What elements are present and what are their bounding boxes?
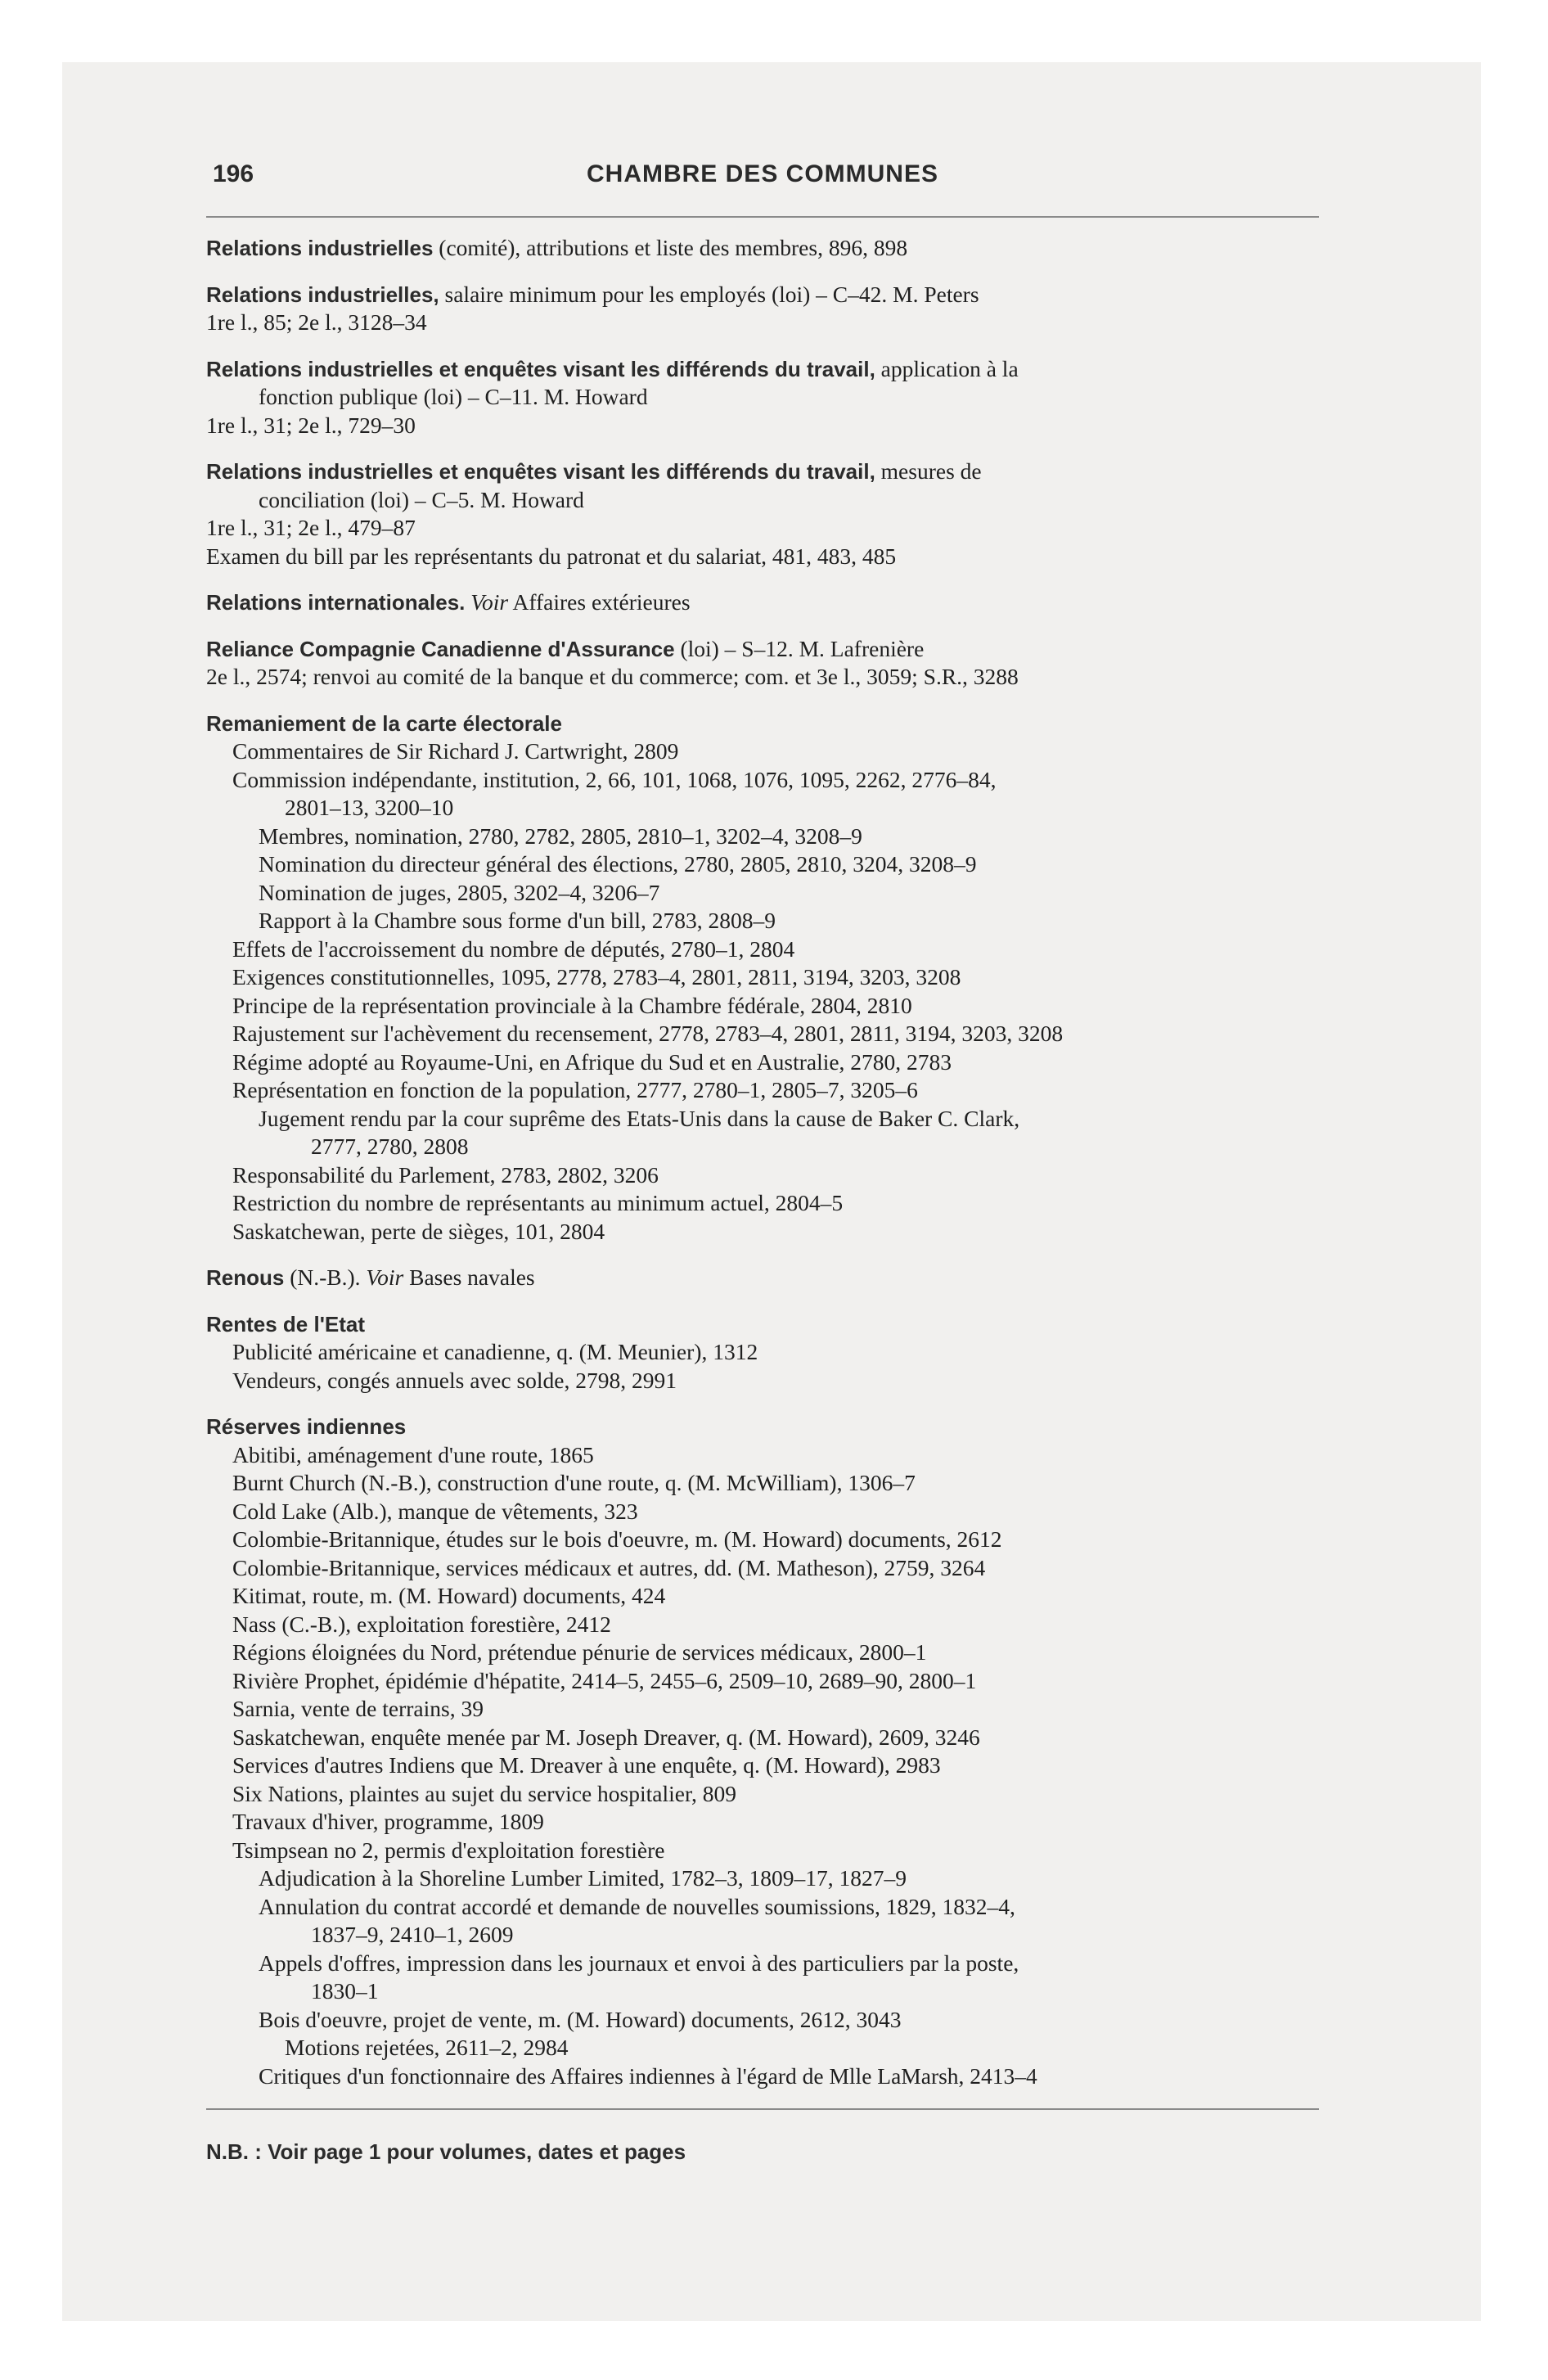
subentry-text: 2777, 2780, 2808 xyxy=(311,1134,469,1159)
entry-heading: Remaniement de la carte électorale xyxy=(206,710,562,736)
subentry-text: Régime adopté au Royaume-Uni, en Afrique du Sud et en Australie, 2780, 2783 xyxy=(232,1048,952,1075)
index-line xyxy=(206,823,1319,851)
subentry-text: Bois d'oeuvre, projet de vente, m. (M. Howard) documents, 2612, 3043 xyxy=(259,2006,902,2032)
index-line xyxy=(206,1921,1319,1950)
index-line xyxy=(206,1413,1319,1441)
footer-rule xyxy=(206,2108,1319,2110)
subentry-text: Saskatchewan, perte de sièges, 101, 2804 xyxy=(232,1218,605,1244)
index-line xyxy=(206,907,1319,935)
subentry-text: Nomination du directeur général des élections, 2780, 2805, 2810, 3204, 3208–9 xyxy=(259,851,977,877)
entry-text: application à la xyxy=(875,355,1019,381)
index-line xyxy=(206,1837,1319,1865)
subentry-text: 1re l., 85; 2e l., 3128–34 xyxy=(206,309,427,335)
entry-heading: Relations industrielles et enquêtes visant les différends du travail, xyxy=(206,459,875,484)
index-line xyxy=(206,486,1319,515)
subentry-text: 1re l., 31; 2e l., 479–87 xyxy=(206,515,416,540)
entry-heading: Reliance Compagnie Canadienne d'Assurance xyxy=(206,636,675,661)
subentry-text: Examen du bill par les représentants du patronat et du salariat, 481, 483, 485 xyxy=(206,543,897,569)
index-line xyxy=(206,1367,1319,1395)
subentry-text: 1re l., 31; 2e l., 729–30 xyxy=(206,412,416,438)
header-rule xyxy=(206,216,1319,218)
entry-text: mesures de xyxy=(875,458,982,484)
subentry-text: Commission indépendante, institution, 2, 66, 101, 1068, 1076, 1095, 2262, 2776–84, xyxy=(232,766,997,792)
subentry-text: 2801–13, 3200–10 xyxy=(285,795,454,820)
subentry-text: Rajustement sur l'achèvement du recensement, 2778, 2783–4, 2801, 2811, 3194, 3203, 3208 xyxy=(232,1021,1064,1046)
footer-note: N.B. : Voir page 1 pour volumes, dates et pages xyxy=(206,2139,686,2164)
entry-heading: Rentes de l'Etat xyxy=(206,1311,366,1336)
index-line xyxy=(206,1310,1319,1339)
subentry-text: Adjudication à la Shoreline Lumber Limited, 1782–3, 1809–17, 1827–9 xyxy=(259,1865,907,1891)
subentry-text: Rivière Prophet, épidémie d'hépatite, 2414–5, 2455–6, 2509–10, 2689–90, 2800–1 xyxy=(232,1667,977,1693)
index-line xyxy=(206,850,1319,879)
subentry-text: Critiques d'un fonctionnaire des Affaires indiennes à l'égard de Mlle LaMarsh, 2413–4 xyxy=(259,2062,1037,2089)
index-line xyxy=(206,514,1319,543)
subentry-text: Principe de la représentation provinciale à la Chambre fédérale, 2804, 2810 xyxy=(232,992,912,1018)
index-line xyxy=(206,992,1319,1021)
index-entry xyxy=(206,1413,1319,2090)
index-line xyxy=(206,1864,1319,1893)
subentry-text: Nomination de juges, 2805, 3202–4, 3206–7 xyxy=(259,879,660,905)
subentry-text: Kitimat, route, m. (M. Howard) documents, 424 xyxy=(232,1583,666,1608)
index-line xyxy=(206,794,1319,823)
entry-heading: Réserves indiennes xyxy=(206,1414,407,1439)
index-line xyxy=(206,1808,1319,1837)
index-line xyxy=(206,309,1319,337)
entry-qualifier: (N.-B.). xyxy=(284,1264,367,1290)
index-line xyxy=(206,1695,1319,1724)
index-line xyxy=(206,1048,1319,1077)
index-line xyxy=(206,1264,1319,1292)
subentry-text: Jugement rendu par la cour suprême des Etats-Unis dans la cause de Baker C. Clark, xyxy=(259,1105,1020,1131)
subentry-text: fonction publique (loi) – C–11. M. Howard xyxy=(259,384,648,409)
subentry-text: Motions rejetées, 2611–2, 2984 xyxy=(285,2035,569,2060)
subentry-text: Cold Lake (Alb.), manque de vêtements, 323 xyxy=(232,1498,638,1524)
index-line xyxy=(206,1105,1319,1134)
index-line xyxy=(206,383,1319,412)
index-line xyxy=(206,1189,1319,1218)
index-entry xyxy=(206,281,1319,337)
subentry-text: Exigences constitutionnelles, 1095, 2778, 2783–4, 2801, 2811, 3194, 3203, 3208 xyxy=(232,964,961,989)
index-line xyxy=(206,1498,1319,1526)
index-line xyxy=(206,1667,1319,1696)
index-line xyxy=(206,234,1319,263)
subentry-text: Saskatchewan, enquête menée par M. Joseph Dreaver, q. (M. Howard), 2609, 3246 xyxy=(232,1724,980,1750)
subentry-text: Représentation en fonction de la population, 2777, 2780–1, 2805–7, 3205–6 xyxy=(232,1077,918,1102)
subentry-text: Commentaires de Sir Richard J. Cartwright, 2809 xyxy=(232,738,679,764)
subentry-text: Six Nations, plaintes au sujet du service hospitalier, 809 xyxy=(232,1780,737,1806)
index-line xyxy=(206,1020,1319,1048)
index-line xyxy=(206,963,1319,992)
subentry-text: Nass (C.-B.), exploitation forestière, 2412 xyxy=(232,1611,611,1637)
page-header xyxy=(206,160,1319,200)
index-entry xyxy=(206,458,1319,570)
index-line xyxy=(206,935,1319,964)
index-line xyxy=(206,1554,1319,1583)
subentry-text: Sarnia, vente de terrains, 39 xyxy=(232,1696,484,1721)
index-line xyxy=(206,281,1319,309)
subentry-text: 1830–1 xyxy=(311,1978,379,2004)
index-line xyxy=(206,1582,1319,1611)
index-line xyxy=(206,1469,1319,1498)
subentry-text: 2e l., 2574; renvoi au comité de la banque et du commerce; com. et 3e l., 3059; S.R., 3288 xyxy=(206,664,1019,689)
entry-heading: Relations industrielles xyxy=(206,236,434,260)
index-line xyxy=(206,588,1319,617)
index-line xyxy=(206,2006,1319,2035)
entry-heading: Renous xyxy=(206,1265,285,1290)
page-title: CHAMBRE DES COMMUNES xyxy=(586,160,938,187)
subentry-text: Restriction du nombre de représentants au minimum actuel, 2804–5 xyxy=(232,1190,844,1215)
index-line xyxy=(206,2062,1319,2091)
index-line xyxy=(206,663,1319,692)
index-line xyxy=(206,879,1319,908)
index-line xyxy=(206,543,1319,571)
entry-text: (comité), attributions et liste des membres, 896, 898 xyxy=(433,235,908,260)
index-line xyxy=(206,635,1319,664)
entry-heading: Relations industrielles et enquêtes visant les différends du travail, xyxy=(206,356,875,381)
index-entry xyxy=(206,1264,1319,1292)
page-content xyxy=(206,160,1319,2165)
see-reference: Voir xyxy=(366,1264,404,1290)
index-line xyxy=(206,1441,1319,1470)
index-line xyxy=(206,710,1319,738)
subentry-text: Régions éloignées du Nord, prétendue pénurie de services médicaux, 2800–1 xyxy=(232,1639,927,1665)
index-line xyxy=(206,458,1319,486)
subentry-text: Burnt Church (N.-B.), construction d'une route, q. (M. McWilliam), 1306–7 xyxy=(232,1470,916,1495)
entry-text: salaire minimum pour les employés (loi) – C–42. M. Peters xyxy=(439,281,979,307)
subentry-text: Appels d'offres, impression dans les journaux et envoi à des particuliers par la poste, xyxy=(259,1950,1019,1976)
index-line xyxy=(206,2034,1319,2062)
index-line xyxy=(206,1338,1319,1367)
subentry-text: Responsabilité du Parlement, 2783, 2802, 3206 xyxy=(232,1161,659,1188)
index-entry xyxy=(206,234,1319,263)
entry-heading: Relations industrielles, xyxy=(206,282,439,307)
subentry-text: Vendeurs, congés annuels avec solde, 2798, 2991 xyxy=(232,1367,677,1393)
index-line xyxy=(206,1526,1319,1554)
page-number: 196 xyxy=(213,160,254,187)
index-line xyxy=(206,1950,1319,1978)
entry-text: (loi) – S–12. M. Lafrenière xyxy=(674,635,925,661)
index-line xyxy=(206,1977,1319,2006)
subentry-text: Tsimpsean no 2, permis d'exploitation forestière xyxy=(232,1837,665,1863)
subentry-text: 1837–9, 2410–1, 2609 xyxy=(311,1922,514,1947)
subentry-text: Travaux d'hiver, programme, 1809 xyxy=(232,1809,544,1834)
see-reference: Voir xyxy=(470,589,509,615)
subentry-text: Membres, nomination, 2780, 2782, 2805, 2810–1, 3202–4, 3208–9 xyxy=(259,823,862,849)
index-entry xyxy=(206,1310,1319,1395)
index-line xyxy=(206,1751,1319,1780)
subentry-text: conciliation (loi) – C–5. M. Howard xyxy=(259,486,584,512)
subentry-text: Publicité américaine et canadienne, q. (M. Meunier), 1312 xyxy=(232,1339,758,1364)
index-line xyxy=(206,1724,1319,1752)
index-line xyxy=(206,1161,1319,1190)
index-entry xyxy=(206,355,1319,440)
entry-text: Affaires extérieures xyxy=(512,589,691,615)
index-entry xyxy=(206,710,1319,1246)
subentry-text: Rapport à la Chambre sous forme d'un bill, 2783, 2808–9 xyxy=(259,908,776,933)
index-entry xyxy=(206,635,1319,692)
entry-text: Bases navales xyxy=(409,1264,535,1290)
index-entry xyxy=(206,588,1319,617)
index-line xyxy=(206,1780,1319,1809)
index-line xyxy=(206,1133,1319,1161)
subentry-text: Colombie-Britannique, services médicaux et autres, dd. (M. Matheson), 2759, 3264 xyxy=(232,1554,986,1580)
subentry-text: Effets de l'accroissement du nombre de députés, 2780–1, 2804 xyxy=(232,935,795,962)
index-line xyxy=(206,766,1319,795)
subentry-text: Annulation du contrat accordé et demande de nouvelles soumissions, 1829, 1832–4, xyxy=(259,1893,1015,1919)
index-line xyxy=(206,1639,1319,1667)
index-line xyxy=(206,1218,1319,1246)
subentry-text: Services d'autres Indiens que M. Dreaver à une enquête, q. (M. Howard), 2983 xyxy=(232,1752,941,1778)
index-line xyxy=(206,1611,1319,1639)
index-line xyxy=(206,1076,1319,1105)
subentry-text: Abitibi, aménagement d'une route, 1865 xyxy=(232,1441,594,1467)
index-line xyxy=(206,737,1319,766)
index-entries xyxy=(206,234,1319,2090)
index-line xyxy=(206,1893,1319,1922)
entry-heading: Relations internationales. xyxy=(206,590,466,615)
index-line xyxy=(206,412,1319,440)
subentry-text: Colombie-Britannique, études sur le bois d'oeuvre, m. (M. Howard) documents, 2612 xyxy=(232,1526,1002,1552)
index-line xyxy=(206,355,1319,384)
